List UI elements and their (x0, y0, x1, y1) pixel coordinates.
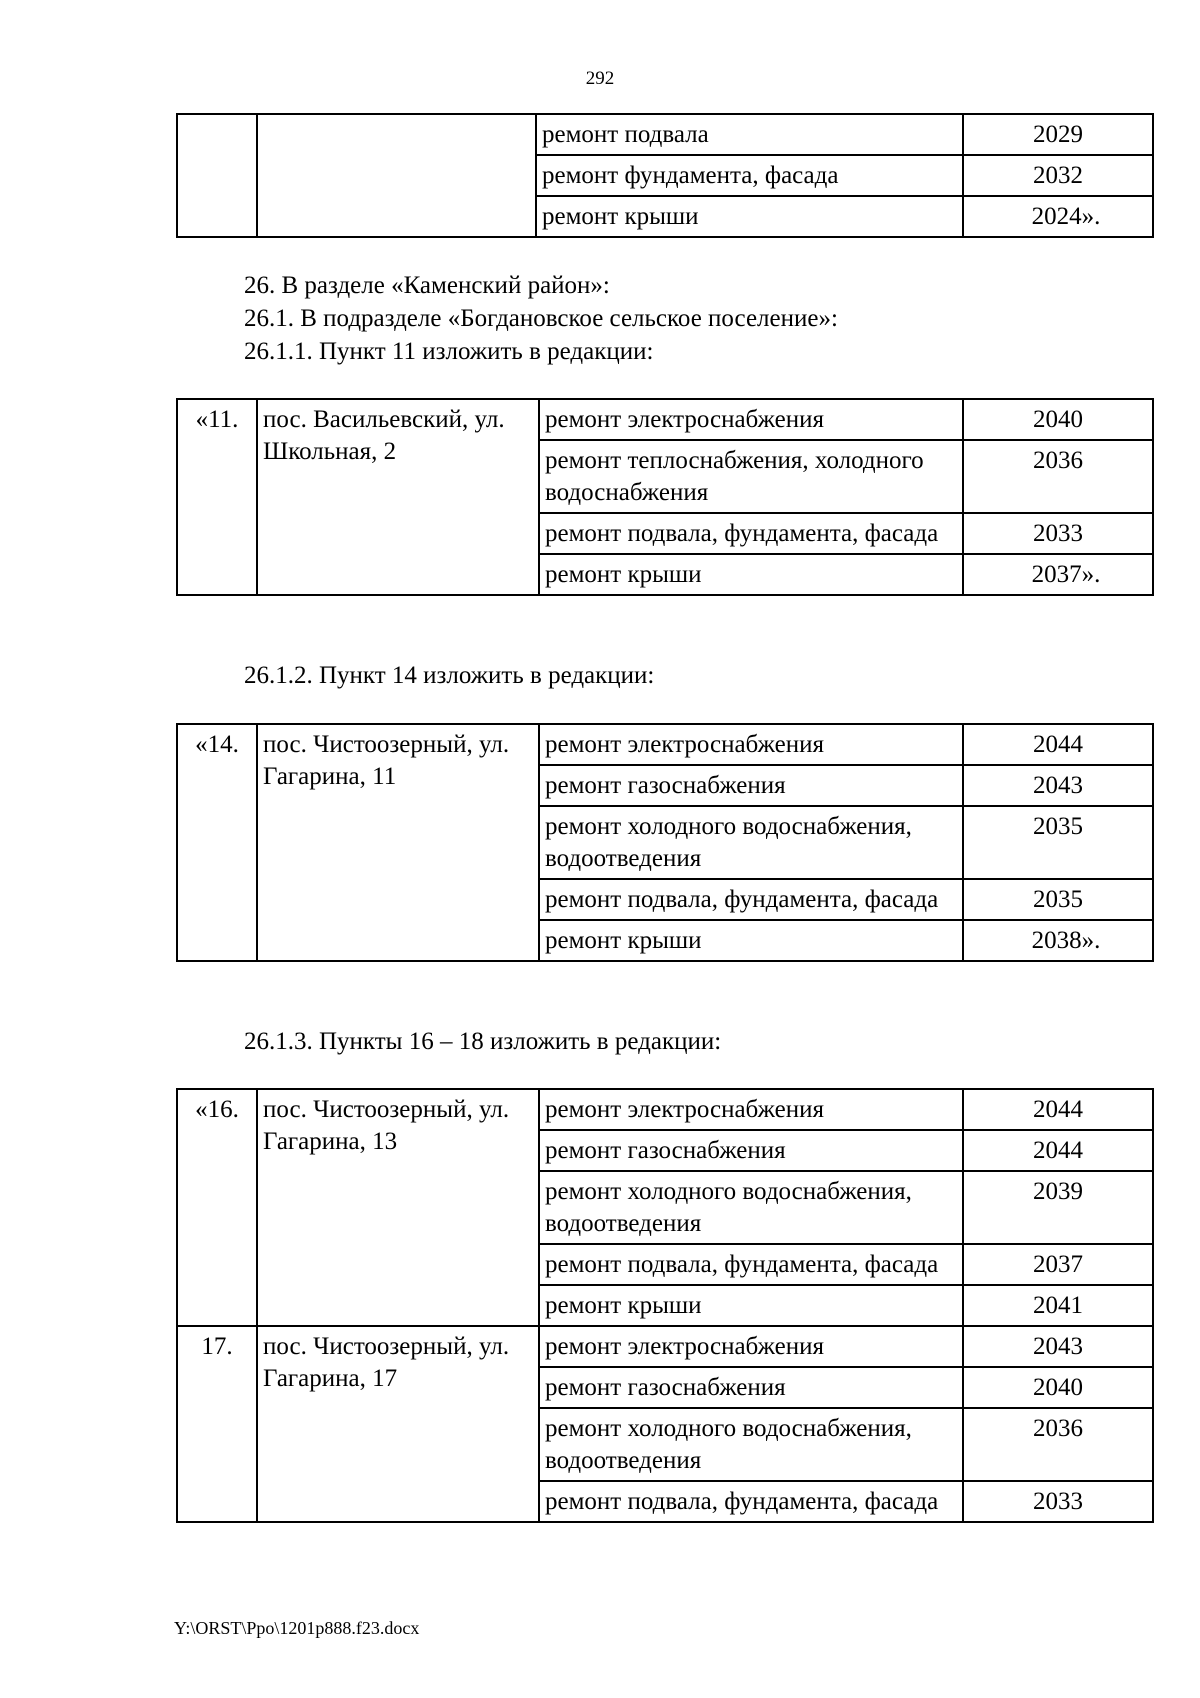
number-cell: «16. (177, 1089, 257, 1326)
page-number: 292 (585, 68, 615, 89)
work-cell: ремонт электроснабжения (539, 1089, 963, 1130)
work-cell: ремонт холодного водоснабжения, водоотведения (539, 1408, 963, 1481)
table-item-14 (176, 723, 1154, 962)
work-cell: ремонт подвала, фундамента, фасада (539, 1244, 963, 1285)
work-cell: ремонт газоснабжения (539, 765, 963, 806)
paragraph-26-1: 26.1. В подразделе «Богдановское сельское поселение»: (244, 305, 838, 332)
year-cell: 2037». (963, 554, 1153, 595)
number-cell: 17. (177, 1326, 257, 1522)
table-row (177, 1089, 1153, 1130)
year-cell: 2036 (963, 1408, 1153, 1481)
address-cell (257, 114, 536, 237)
year-cell: 2039 (963, 1171, 1153, 1244)
work-cell: ремонт холодного водоснабжения, водоотведения (539, 1171, 963, 1244)
year-cell: 2033 (963, 1481, 1153, 1522)
address-cell: пос. Чистоозерный, ул. Гагарина, 11 (257, 724, 539, 961)
top-table (176, 113, 1154, 238)
table-item-11 (176, 398, 1154, 596)
number-cell (177, 114, 257, 237)
number-cell: «11. (177, 399, 257, 595)
year-cell: 2024». (963, 196, 1153, 237)
work-cell: ремонт подвала (536, 114, 963, 155)
year-cell: 2036 (963, 440, 1153, 513)
work-cell: ремонт электроснабжения (539, 1326, 963, 1367)
paragraph-26-1-3: 26.1.3. Пункты 16 – 18 изложить в редакции: (244, 1028, 722, 1055)
year-cell: 2040 (963, 1367, 1153, 1408)
address-cell: пос. Чистоозерный, ул. Гагарина, 13 (257, 1089, 539, 1326)
table-row (177, 1326, 1153, 1367)
work-cell: ремонт крыши (539, 1285, 963, 1326)
year-cell: 2044 (963, 724, 1153, 765)
paragraph-26-1-2: 26.1.2. Пункт 14 изложить в редакции: (244, 662, 655, 689)
year-cell: 2032 (963, 155, 1153, 196)
work-cell: ремонт подвала, фундамента, фасада (539, 1481, 963, 1522)
year-cell: 2033 (963, 513, 1153, 554)
year-cell: 2043 (963, 765, 1153, 806)
year-cell: 2035 (963, 806, 1153, 879)
work-cell: ремонт крыши (539, 554, 963, 595)
work-cell: ремонт газоснабжения (539, 1130, 963, 1171)
work-cell: ремонт холодного водоснабжения, водоотведения (539, 806, 963, 879)
work-cell: ремонт электроснабжения (539, 399, 963, 440)
table-items-16-18 (176, 1088, 1154, 1523)
table-row (177, 399, 1153, 440)
paragraph-26: 26. В разделе «Каменский район»: (244, 272, 610, 299)
year-cell: 2041 (963, 1285, 1153, 1326)
year-cell: 2038». (963, 920, 1153, 961)
year-cell: 2044 (963, 1130, 1153, 1171)
year-cell: 2040 (963, 399, 1153, 440)
address-cell: пос. Чистоозерный, ул. Гагарина, 17 (257, 1326, 539, 1522)
year-cell: 2035 (963, 879, 1153, 920)
table-row (177, 114, 1153, 155)
work-cell: ремонт подвала, фундамента, фасада (539, 879, 963, 920)
paragraph-26-1-1: 26.1.1. Пункт 11 изложить в редакции: (244, 338, 654, 365)
table-row (177, 724, 1153, 765)
year-cell: 2043 (963, 1326, 1153, 1367)
work-cell: ремонт электроснабжения (539, 724, 963, 765)
year-cell: 2029 (963, 114, 1153, 155)
work-cell: ремонт крыши (539, 920, 963, 961)
work-cell: ремонт крыши (536, 196, 963, 237)
work-cell: ремонт газоснабжения (539, 1367, 963, 1408)
year-cell: 2044 (963, 1089, 1153, 1130)
address-cell: пос. Васильевский, ул. Школьная, 2 (257, 399, 539, 595)
work-cell: ремонт фундамента, фасада (536, 155, 963, 196)
year-cell: 2037 (963, 1244, 1153, 1285)
work-cell: ремонт подвала, фундамента, фасада (539, 513, 963, 554)
number-cell: «14. (177, 724, 257, 961)
work-cell: ремонт теплоснабжения, холодного водоснабжения (539, 440, 963, 513)
file-path-footer: Y:\ORST\Ppo\1201p888.f23.docx (174, 1618, 420, 1638)
